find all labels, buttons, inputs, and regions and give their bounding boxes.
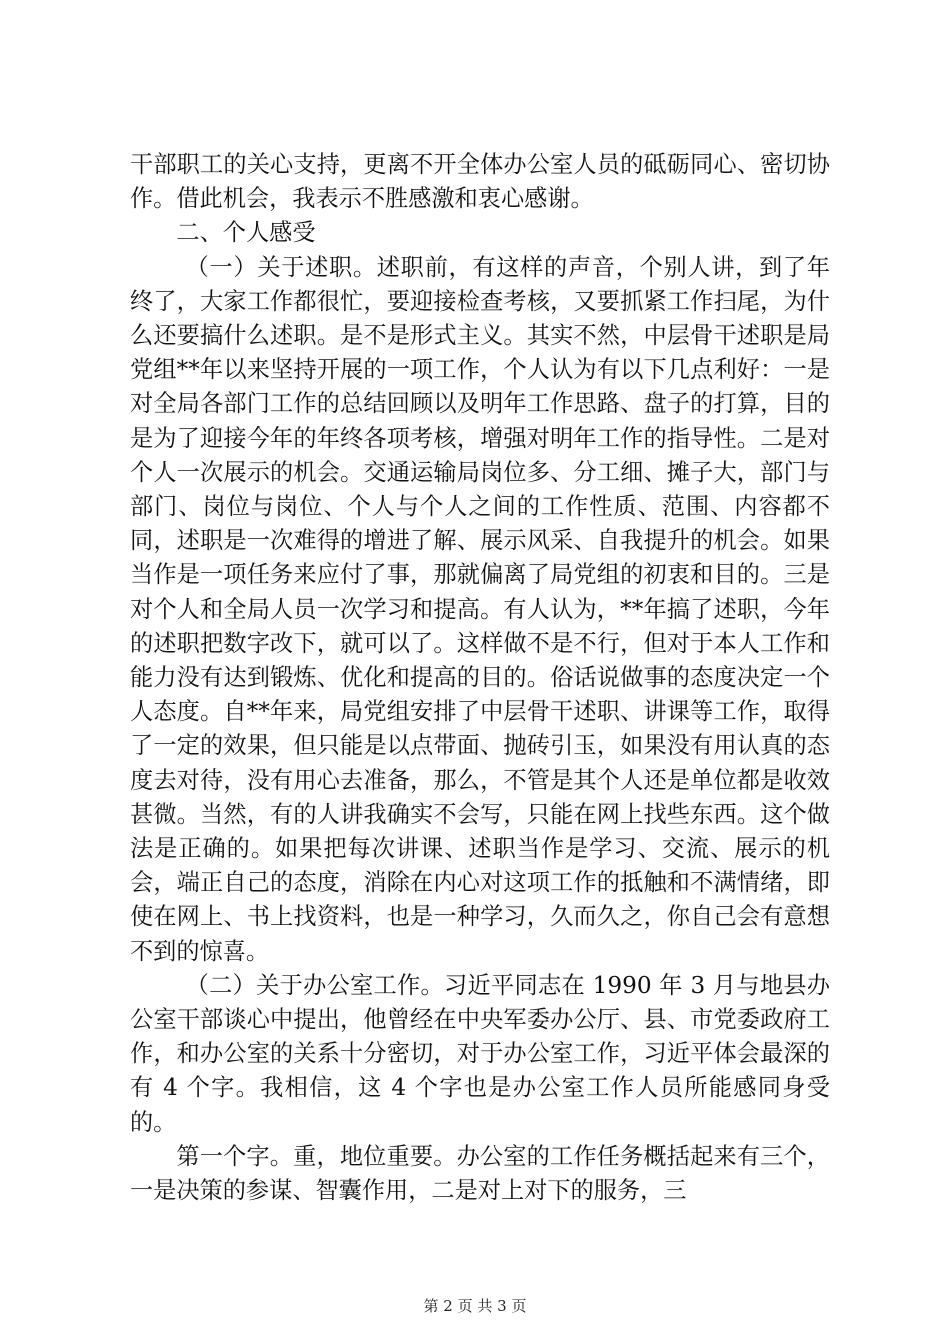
page-number-footer: 第 2 页 共 3 页 bbox=[423, 1297, 527, 1315]
paragraph-continuation: 干部职工的关心支持，更离不开全体办公室人员的砥砺同心、密切协作。借此机会，我表示不胜感激和衷心感谢。 bbox=[130, 151, 830, 213]
paragraph-on-office-work: （二）关于办公室工作。习近平同志在 1990 年 3 月与地县办公室干部谈心中提出，他曾经在中央军委办公厅、县、市党委政府工作，和办公室的关系十分密切，对于办公室工作，习近平体会最深的有 4 个字。我相信，这 4 个字也是办公室工作人员所能感同身受的。 bbox=[130, 971, 830, 1136]
paragraph-on-reporting: （一）关于述职。述职前，有这样的声音，个别人讲，到了年终了，大家工作都很忙，要迎接检查考核，又要抓紧工作扫尾，为什么还要搞什么述职。是不是形式主义。其实不然，中层骨干述职是局党组**年以来坚持开展的一项工作，个人认为有以下几点利好：一是对全局各部门工作的总结回顾以及明年工作思路、盘子的打算，目的是为了迎接今年的年终各项考核，增强对明年工作的指导性。二是对个人一次展示的机会。交通运输局岗位多、分工细、摊子大，部门与部门、岗位与岗位、个人与个人之间的工作性质、范围、内容都不同，述职是一次难得的增进了解、展示风采、自我提升的机会。如果当作是一项任务来应付了事，那就偏离了局党组的初衷和目的。三是对个人和全局人员一次学习和提高。有人认为，**年搞了述职，今年的述职把数字改下，就可以了。这样做不是不行，但对于本人工作和能力没有达到锻炼、优化和提高的目的。俗话说做事的态度决定一个人态度。自**年来，局党组安排了中层骨干述职、讲课等工作，取得了一定的效果，但只能是以点带面、抛砖引玉，如果没有用认真的态度去对待，没有用心去准备，那么，不管是其个人还是单位都是收效甚微。当然，有的人讲我确实不会写，只能在网上找些东西。这个做法是正确的。如果把每次讲课、述职当作是学习、交流、展示的机会，端正自己的态度，消除在内心对这项工作的抵触和不满情绪，即使在网上、书上找资料，也是一种学习，久而久之，你自己会有意想不到的惊喜。 bbox=[130, 253, 830, 965]
paragraph-first-word: 第一个字。重，地位重要。办公室的工作任务概括起来有三个，一是决策的参谋、智囊作用，二是对上对下的服务，三 bbox=[130, 1142, 830, 1205]
document-body bbox=[130, 148, 830, 1208]
section-heading: 二、个人感受 bbox=[176, 219, 316, 247]
